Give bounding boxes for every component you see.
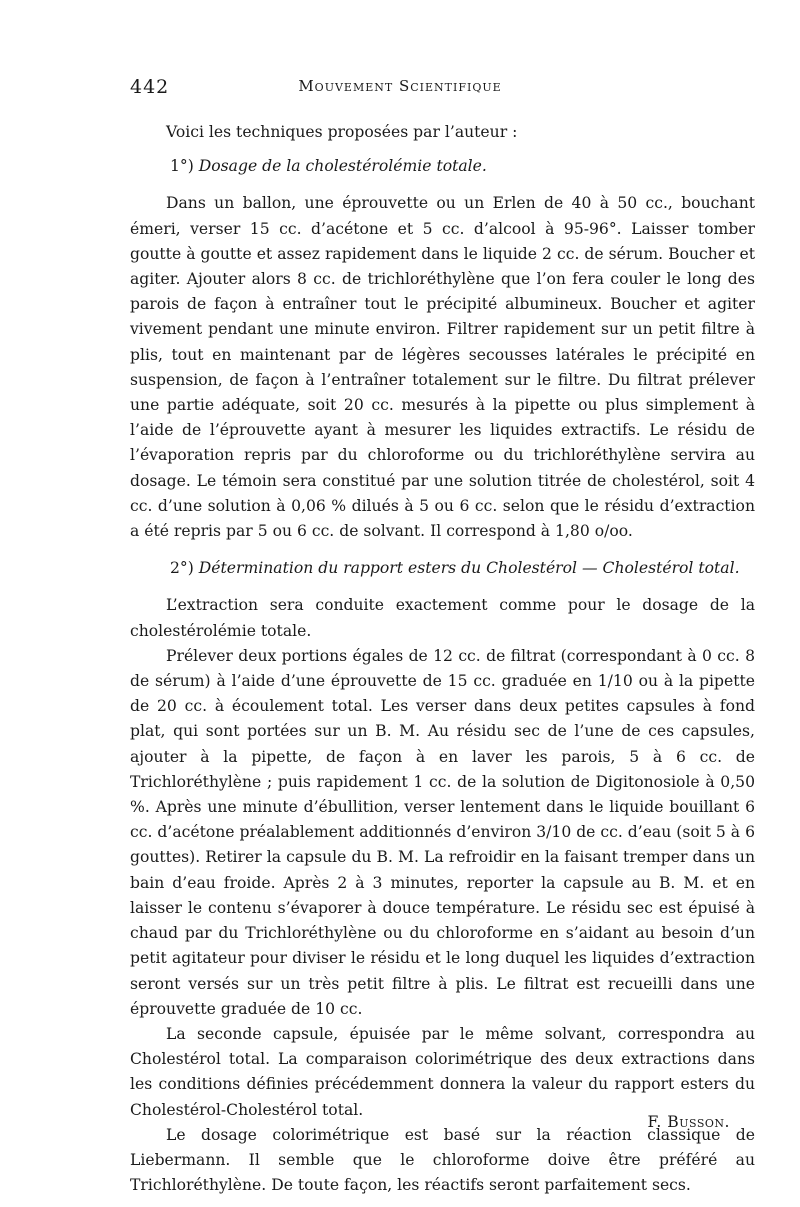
section-2-title: Détermination du rapport esters du Cholestérol — Cholestérol total. bbox=[198, 559, 740, 578]
section-2-heading bbox=[130, 556, 755, 581]
section-2-number: 2°) bbox=[170, 559, 194, 578]
section-1-paragraph: Dans un ballon, une éprouvette ou un Erlen de 40 à 50 cc., bouchant émeri, verser 15 cc. d’acétone et 5 cc. d’alcool à 95-96°. Laisser tomber goutte à goutte et assez rapidement dans le liquide 2 cc. de sérum. Boucher et agiter. Ajouter alors 8 cc. de trichloréthylène que l’on fera couler le long des parois de façon à entraîner tout le précipité albumineux. Boucher et agiter vivement pendant une minute environ. Filtrer rapidement sur un petit filtre à plis, tout en maintenant par de légères secousses latérales le précipité en suspension, de façon à l’entraîner totalement sur le filtre. Du filtrat prélever une partie adéquate, soit 20 cc. mesurés à la pipette ou plus simplement à l’aide de l’éprouvette ayant à mesurer les liquides extractifs. Le résidu de l’évaporation repris par du chloroforme ou du trichloréthylène servira au dosage. Le témoin sera constitué par une solution titrée de cholestérol, soit 4 cc. d’une solution à 0,06 % dilués à 5 ou 6 cc. selon que le résidu d’extraction a été repris par 5 ou 6 cc. de solvant. Il correspond à 1,80 o/oo. bbox=[130, 194, 755, 541]
section-2-paragraph: Prélever deux portions égales de 12 cc. de filtrat (correspondant à 0 cc. 8 de sérum) à l’aide d’une éprouvette de 15 cc. graduée en 1/10 ou à la pipette de 20 cc. à écoulement total. Les verser dans deux petites capsules à fond plat, qui sont portées sur un B. M. Au résidu sec de l’une de ces capsules, ajouter à la pipette, de façon à en laver les parois, 5 à 6 cc. de Trichloréthylène ; puis rapidement 1 cc. de la solution de Digitonosiole à 0,50 %. Après une minute d’ébullition, verser lentement dans le liquide bouillant 6 cc. d’acétone préalablement additionnés d’environ 3/10 de cc. d’eau (soit 5 à 6 gouttes). Retirer la capsule du B. M. La refroidir en la faisant tremper dans un bain d’eau froide. Après 2 à 3 minutes, reporter la capsule au B. M. et en laisser le contenu s’évaporer à douce température. Le résidu sec est épuisé à chaud par du Trichloréthylène ou du chloroforme en s’aidant au besoin d’un petit agitateur pour diviser le résidu et le long duquel les liquides d’extraction seront versés sur un très petit filtre à plis. Le filtrat est recueilli dans une éprouvette graduée de 10 cc. bbox=[130, 646, 755, 1018]
section-1-title: Dosage de la cholestérolémie totale. bbox=[198, 157, 487, 176]
section-2-paragraph: Le dosage colorimétrique est basé sur la réaction classique de Liebermann. Il semble que le chloroforme doive être préféré au Trichloréthylène. De toute façon, les réactifs seront parfaitement secs. bbox=[130, 1125, 755, 1195]
intro-paragraph: Voici les techniques proposées par l’auteur : bbox=[166, 123, 518, 141]
section-2-paragraph: La seconde capsule, épuisée par le même solvant, correspondra au Cholestérol total. La comparaison colorimétrique des deux extractions dans les conditions définies précédemment donnera la valeur du rapport esters du Cholestérol-Cholestérol total. bbox=[130, 1024, 755, 1119]
section-1-heading bbox=[130, 154, 755, 179]
article-body bbox=[130, 120, 755, 1198]
page-number: 442 bbox=[130, 76, 170, 98]
running-title: Mouvement Scientifique bbox=[298, 77, 502, 95]
section-1-number: 1°) bbox=[170, 157, 194, 176]
section-2-paragraph: L’extraction sera conduite exactement comme pour le dosage de la cholestérolémie totale. bbox=[130, 596, 755, 640]
author-signature: F. Busson. bbox=[647, 1113, 730, 1131]
